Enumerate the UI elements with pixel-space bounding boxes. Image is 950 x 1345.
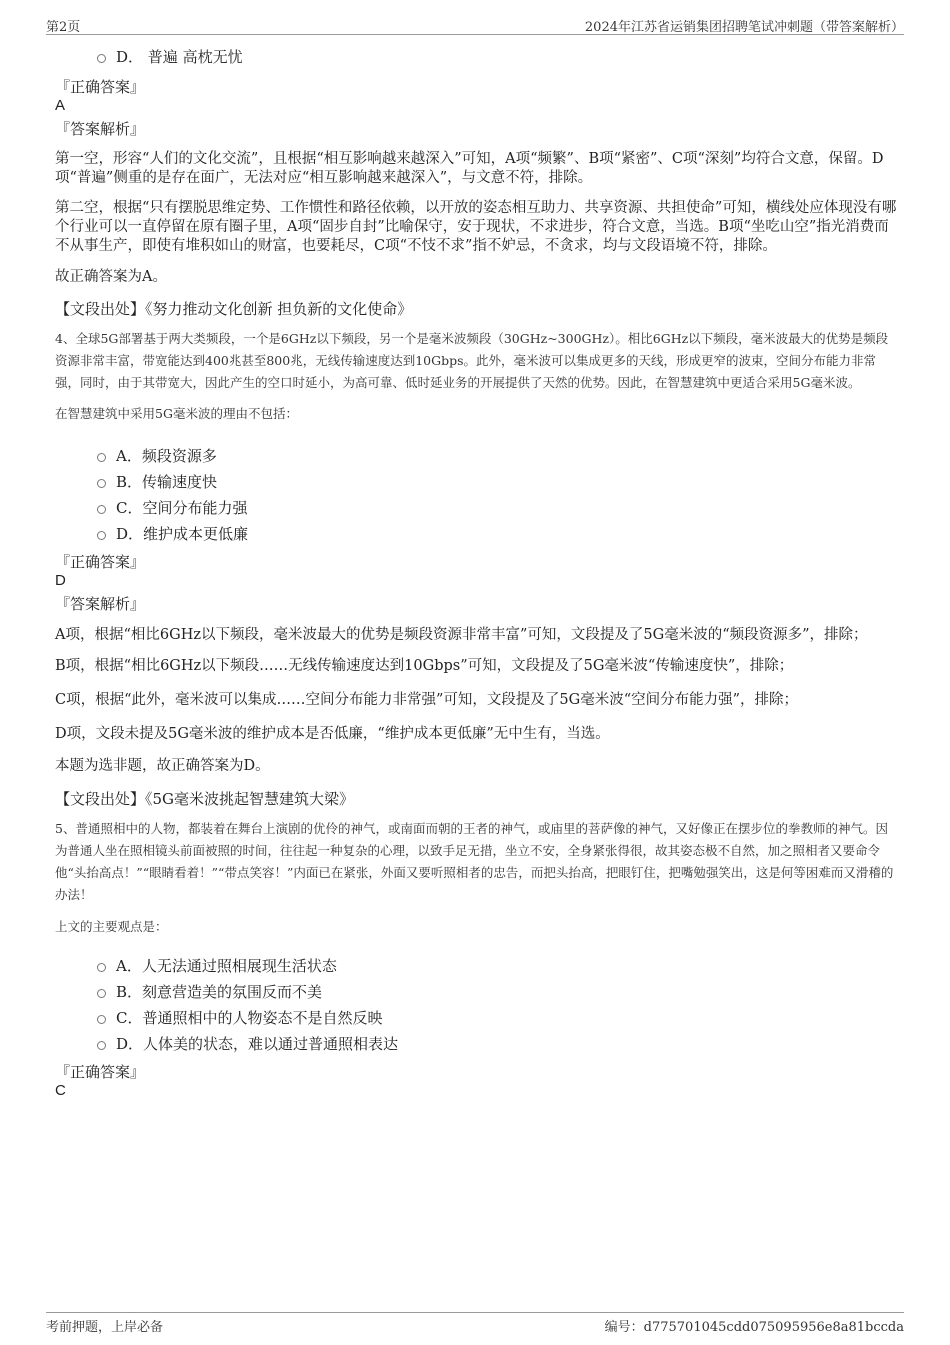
analysis-label: 『答案解析』	[55, 595, 146, 613]
analysis-label: 『答案解析』	[55, 120, 146, 138]
source-citation: 【文段出处】《5G毫米波挑起智慧建筑大梁》	[55, 790, 355, 808]
document-code: 编号：d775701045cdd075095956e8a81bccda	[604, 1320, 904, 1335]
option-label: D． 普遍 高枕无忧	[116, 47, 243, 66]
radio-icon[interactable]	[97, 505, 106, 514]
radio-icon[interactable]	[97, 989, 106, 998]
option-label: C．普通照相中的人物姿态不是自然反映	[116, 1008, 383, 1027]
question-4-prompt: 在智慧建筑中采用5G毫米波的理由不包括：	[55, 406, 298, 421]
option-d[interactable]	[55, 520, 897, 546]
radio-icon[interactable]	[97, 453, 106, 462]
question-4-options	[55, 442, 897, 546]
answer-label: 『正确答案』	[55, 553, 146, 571]
option-a[interactable]	[55, 442, 897, 468]
option-d[interactable]	[55, 43, 897, 69]
radio-icon[interactable]	[97, 1041, 106, 1050]
answer-value: C	[55, 1082, 66, 1099]
answer-value: D	[55, 572, 66, 589]
answer-value: A	[55, 97, 66, 114]
option-label: B．刻意营造美的氛围反而不美	[116, 982, 323, 1001]
option-a[interactable]	[55, 952, 897, 978]
analysis-paragraph: C项，根据“此外，毫米波可以集成……空间分布能力非常强”可知，文段提及了5G毫米波“空间分布能力强”，排除；	[55, 692, 799, 708]
option-label: C．空间分布能力强	[116, 498, 248, 517]
page-footer	[46, 1312, 904, 1343]
radio-icon[interactable]	[97, 963, 106, 972]
question-5-prompt: 上文的主要观点是：	[55, 919, 168, 934]
answer-label: 『正确答案』	[55, 78, 146, 96]
analysis-paragraph: A项，根据“相比6GHz以下频段，毫米波最大的优势是频段资源非常丰富”可知，文段提及了5G毫米波的“频段资源多”，排除；	[55, 627, 868, 643]
answer-label: 『正确答案』	[55, 1063, 146, 1081]
option-b[interactable]	[55, 468, 897, 494]
analysis-paragraph: 第二空，根据“只有摆脱思维定势、工作惯性和路径依赖，以开放的姿态相互助力、共享资源、共担使命”可知，横线处应体现没有哪个行业可以一直停留在原有圈子里，A项“固步自封”比喻保守，安于现状，不求进步，符合文意，当选。B项“坐吃山空”指光消费而不从事生产，即使有堆积如山的财富，也要耗尽，C项“不忮不求”指不妒忌，不贪求，均与文段语境不符，排除。	[55, 200, 897, 254]
analysis-paragraph: D项，文段未提及5G毫米波的维护成本是否低廉，“维护成本更低廉”无中生有，当选。	[55, 726, 610, 742]
source-citation: 【文段出处】《努力推动文化创新 担负新的文化使命》	[55, 300, 413, 318]
analysis-conclusion: 故正确答案为A。	[55, 269, 167, 285]
footer-slogan: 考前押题，上岸必备	[46, 1320, 164, 1335]
question-4-text: 4、全球5G部署基于两大类频段，一个是6GHz以下频段，另一个是毫米波频段（30GHz~300GHz）。相比6GHz以下频段，毫米波最大的优势是频段资源非常丰富，带宽能达到400兆甚至800兆，无线传输速度达到10Gbps。此外，毫米波可以集成更多的天线，形成更窄的波束，空间分布能力非常强，同时，由于其带宽大，因此产生的空口时延小，为高可靠、低时延业务的开展提供了天然的优势。因此，在智慧建筑中更适合采用5G毫米波。	[55, 331, 889, 390]
option-label: A．人无法通过照相展现生活状态	[116, 956, 337, 975]
page-header	[46, 14, 904, 35]
document-title: 2024年江苏省运销集团招聘笔试冲刺题（带答案解析）	[584, 20, 904, 35]
option-label: D．维护成本更低廉	[116, 524, 249, 543]
analysis-paragraph: B项，根据“相比6GHz以下频段……无线传输速度达到10Gbps”可知，文段提及了5G毫米波“传输速度快”，排除；	[55, 658, 794, 674]
question-5-text: 5、普通照相中的人物，都装着在舞台上演剧的优伶的神气，或南面而朝的王者的神气，或庙里的菩萨像的神气，又好像正在摆步位的拳教师的神气。因为普通人坐在照相镜头前面被照的时间，往往起一种复杂的心理，以致手足无措，坐立不安，全身紧张得很，故其姿态极不自然，加之照相者又要命令他“头抬高点！”“眼睛看着！”“带点笑容！”内面已在紧张，外面又要听照相者的忠告，而把头抬高，把眼钉住，把嘴勉强笑出，这是何等困难而又滑稽的办法！	[55, 821, 894, 902]
radio-icon[interactable]	[97, 531, 106, 540]
option-d[interactable]	[55, 1030, 897, 1056]
page-number: 第2页	[46, 20, 81, 35]
question-5-options	[55, 952, 897, 1056]
radio-icon[interactable]	[97, 479, 106, 488]
analysis-conclusion: 本题为选非题，故正确答案为D。	[55, 758, 270, 774]
analysis-paragraph: 第一空，形容“人们的文化交流”，且根据“相互影响越来越深入”可知，A项“频繁”、B项“紧密”、C项“深刻”均符合文意，保留。D项“普遍”侧重的是存在面广，无法对应“相互影响越来越深入”，与文意不符，排除。	[55, 151, 884, 186]
option-label: A．频段资源多	[116, 446, 217, 465]
option-b[interactable]	[55, 978, 897, 1004]
document-body	[55, 40, 897, 1104]
option-c[interactable]	[55, 494, 897, 520]
option-label: B．传输速度快	[116, 472, 218, 491]
radio-icon[interactable]	[97, 1015, 106, 1024]
radio-icon[interactable]	[97, 54, 106, 63]
option-label: D．人体美的状态，难以通过普通照相表达	[116, 1034, 399, 1053]
option-c[interactable]	[55, 1004, 897, 1030]
